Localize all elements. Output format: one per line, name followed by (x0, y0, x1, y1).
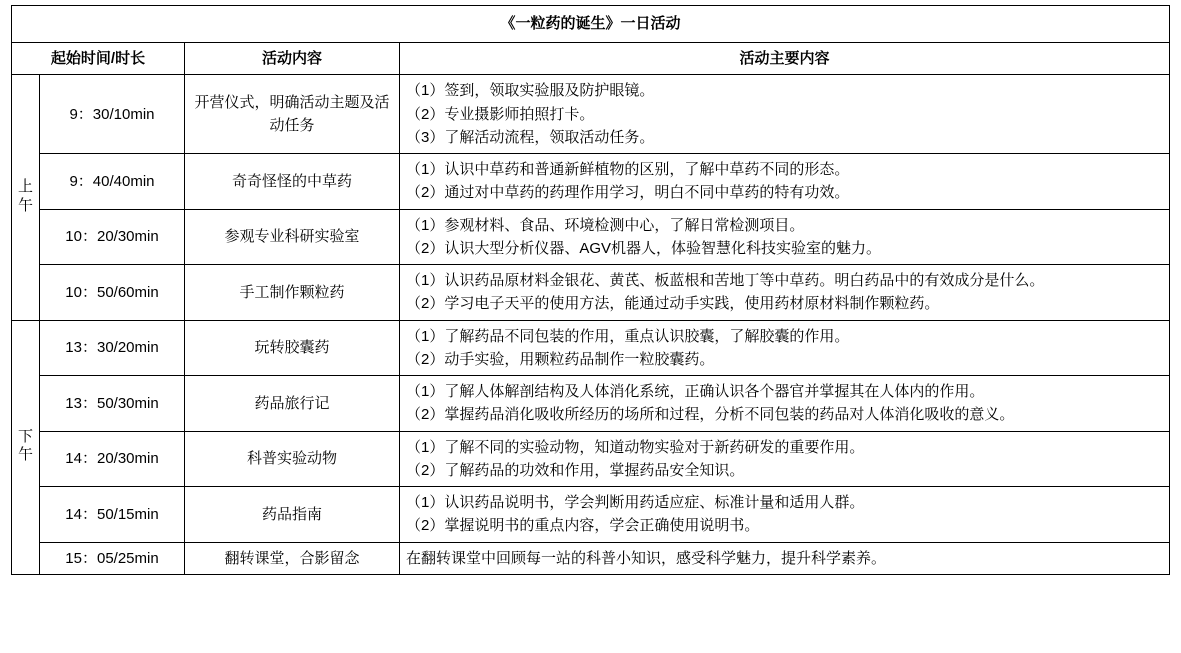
detail-line: （1）了解药品不同包装的作用，重点认识胶囊，了解胶囊的作用。 (406, 327, 850, 345)
detail-line: （2）掌握说明书的重点内容，学会正确使用说明书。 (406, 517, 760, 535)
detail-line: （2）通过对中草药的药理作用学习，明白不同中草药的特有功效。 (406, 184, 850, 202)
row-time: 10：20/30min (40, 209, 185, 265)
row-time: 15：05/25min (40, 542, 185, 574)
row-time: 13：50/30min (40, 376, 185, 432)
table-title-row (12, 6, 1170, 43)
column-header-detail: 活动主要内容 (400, 43, 1170, 75)
row-detail (400, 75, 1170, 154)
detail-line: （1）认识药品说明书，学会判断用药适应症、标准计量和适用人群。 (406, 494, 865, 511)
period-label-morning-text: 上午 (18, 177, 34, 214)
detail-line: （2）了解药品的功效和作用，掌握药品安全知识。 (406, 461, 745, 479)
row-detail (400, 376, 1170, 432)
detail-line: （1）参观材料、食品、环境检测中心，了解日常检测项目。 (406, 216, 805, 234)
table-row (12, 376, 1170, 432)
row-time: 14：50/15min (40, 487, 185, 543)
detail-line: （1）签到，领取实验服及防护眼镜。 (406, 82, 655, 100)
column-header-activity: 活动内容 (185, 43, 400, 75)
document-page (0, 5, 1181, 653)
column-header-time: 起始时间/时长 (12, 43, 185, 75)
detail-line: （3）了解活动流程，领取活动任务。 (406, 128, 655, 146)
row-detail (400, 487, 1170, 543)
row-activity: 奇奇怪怪的中草药 (185, 154, 400, 210)
detail-line: （1）了解不同的实验动物，知道动物实验对于新药研发的重要作用。 (406, 438, 865, 456)
row-activity: 手工制作颗粒药 (185, 265, 400, 321)
detail-line: （1）认识药品原材料金银花、黄芪、板蓝根和苦地丁等中草药。明白药品中的有效成分是什么。 (406, 272, 1045, 289)
table-row (12, 431, 1170, 487)
table-row (12, 154, 1170, 210)
row-activity: 玩转胶囊药 (185, 320, 400, 376)
detail-line: （1）认识中草药和普通新鲜植物的区别，了解中草药不同的形态。 (406, 161, 850, 178)
table-row (12, 265, 1170, 321)
row-time: 14：20/30min (40, 431, 185, 487)
detail-line: （1）了解人体解剖结构及人体消化系统，正确认识各个器官并掌握其在人体内的作用。 (406, 383, 985, 400)
detail-line: 在翻转课堂中回顾每一站的科普小知识，感受科学魅力，提升科学素养。 (406, 549, 887, 567)
row-detail (400, 542, 1170, 574)
table-row (12, 542, 1170, 574)
row-detail (400, 320, 1170, 376)
row-activity: 翻转课堂，合影留念 (185, 542, 400, 574)
period-label-afternoon (12, 320, 40, 574)
detail-line: （2）认识大型分析仪器、AGV机器人，体验智慧化科技实验室的魅力。 (406, 239, 882, 257)
row-detail (400, 431, 1170, 487)
row-time: 13：30/20min (40, 320, 185, 376)
activity-schedule-table (11, 5, 1170, 575)
table-row (12, 487, 1170, 543)
row-activity: 参观专业科研实验室 (185, 209, 400, 265)
detail-line: （2）掌握药品消化吸收所经历的场所和过程，分析不同包装的药品对人体消化吸收的意义。 (406, 406, 1015, 424)
row-activity: 药品旅行记 (185, 376, 400, 432)
period-label-morning (12, 75, 40, 320)
table-row (12, 320, 1170, 376)
detail-line: （2）学习电子天平的使用方法，能通过动手实践，使用药材原材料制作颗粒药。 (406, 295, 940, 313)
table-row (12, 75, 1170, 154)
document-title: 《一粒药的诞生》一日活动 (12, 6, 1170, 43)
row-time: 10：50/60min (40, 265, 185, 321)
detail-line: （2）专业摄影师拍照打卡。 (406, 105, 595, 123)
period-label-afternoon-text: 下午 (18, 427, 34, 464)
row-detail (400, 265, 1170, 321)
row-activity: 开营仪式，明确活动主题及活动任务 (185, 75, 400, 154)
row-activity: 药品指南 (185, 487, 400, 543)
row-detail (400, 154, 1170, 210)
row-detail (400, 209, 1170, 265)
table-row (12, 209, 1170, 265)
row-activity: 科普实验动物 (185, 431, 400, 487)
table-header-row (12, 43, 1170, 75)
detail-line: （2）动手实验，用颗粒药品制作一粒胶囊药。 (406, 350, 715, 368)
row-time: 9：30/10min (40, 75, 185, 154)
row-time: 9：40/40min (40, 154, 185, 210)
